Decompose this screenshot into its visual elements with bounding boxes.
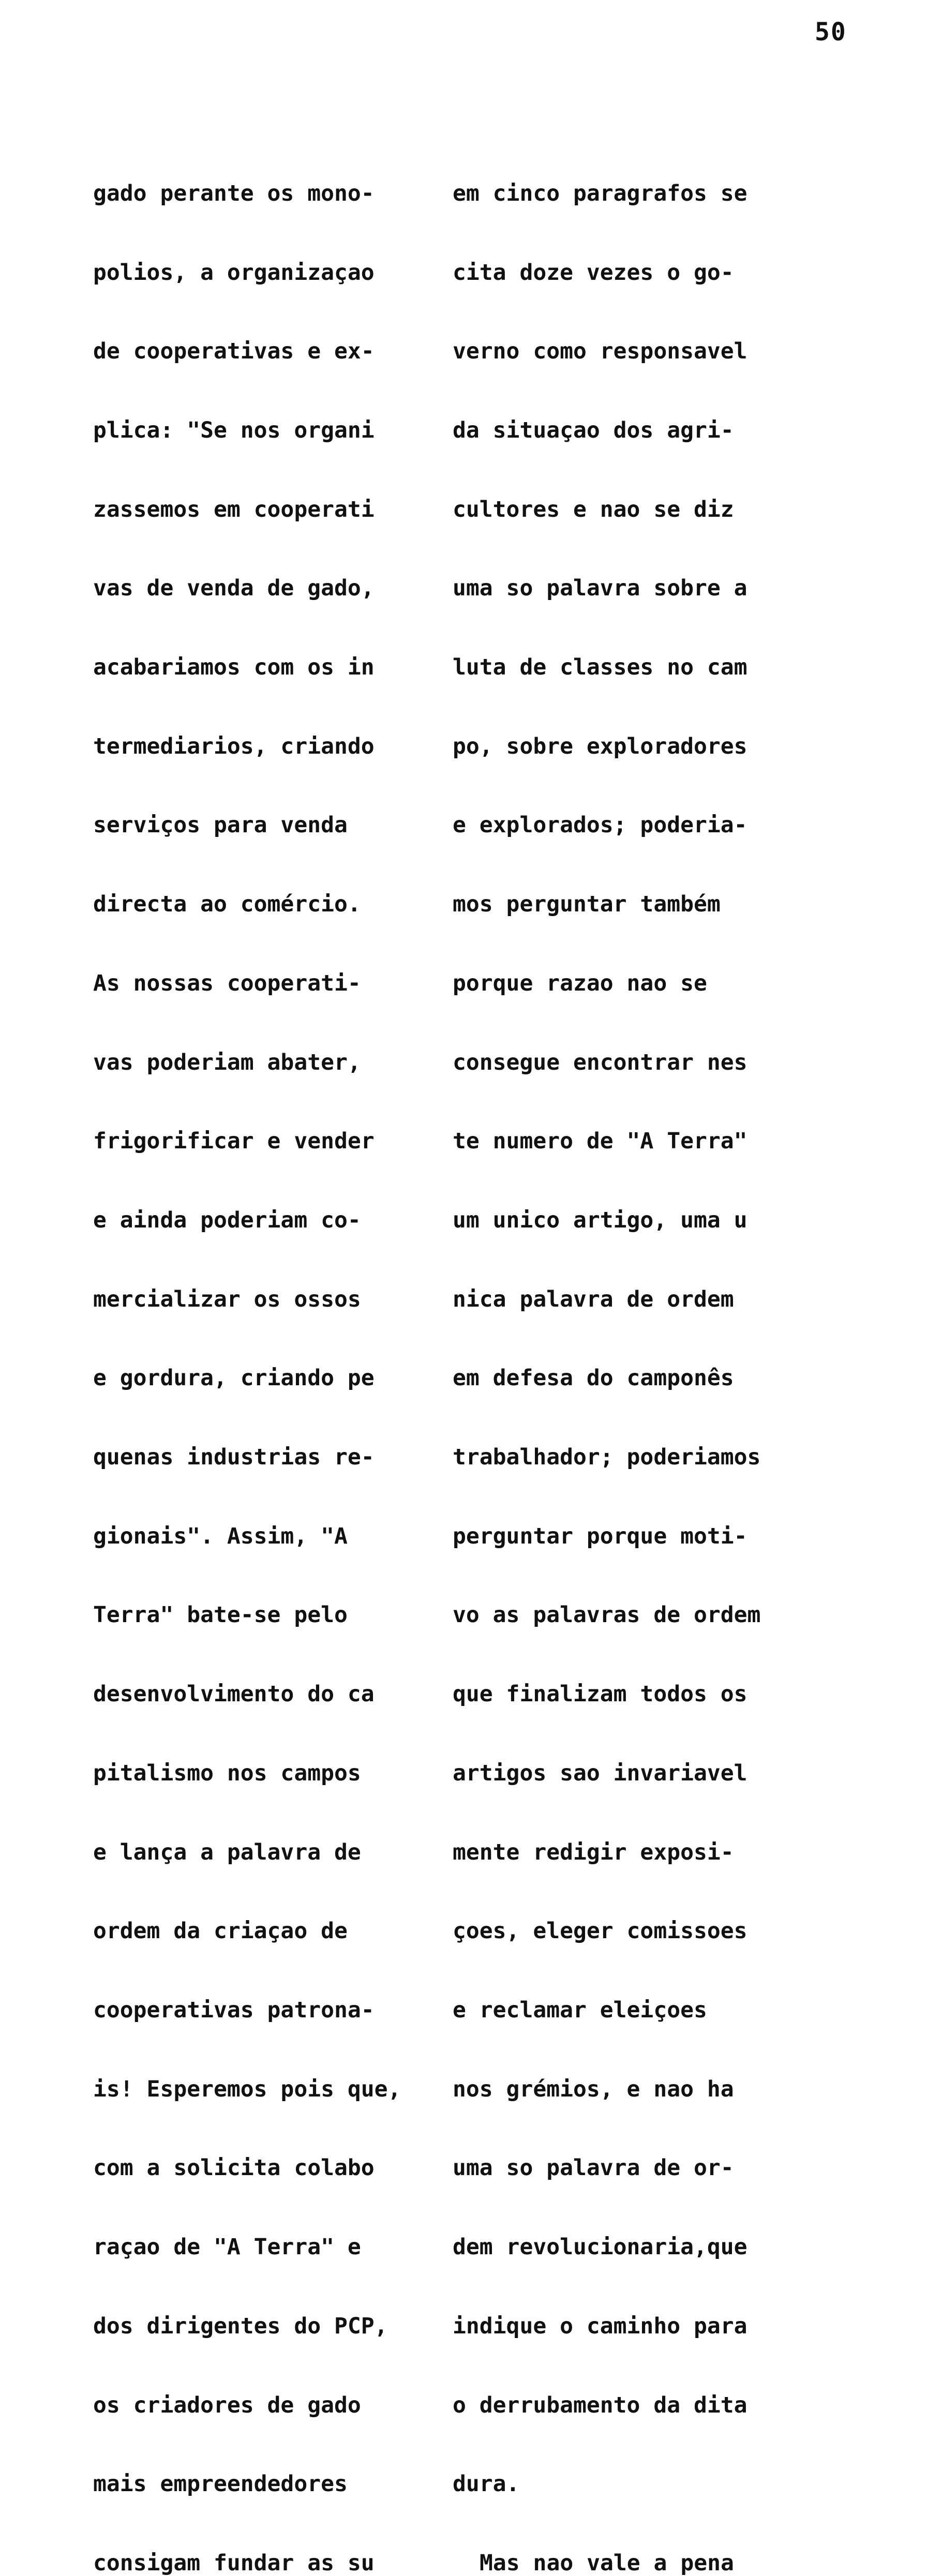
text-line: mente redigir exposi- xyxy=(453,1839,734,1865)
text-line: uma so palavra sobre a xyxy=(453,575,747,602)
text-line: nica palavra de ordem xyxy=(453,1286,734,1312)
paragraph-start-line: Mas nao vale a pena xyxy=(480,2550,734,2576)
text-line: po, sobre exploradores xyxy=(453,733,747,759)
text-line: dem revolucionaria,que xyxy=(453,2234,747,2260)
text-line: com a solicita colabo xyxy=(93,2155,375,2181)
text-line: e explorados; poderia- xyxy=(453,812,747,838)
text-line: acabariamos com os in xyxy=(93,654,375,681)
text-line: plica: "Se nos organi xyxy=(93,417,375,443)
text-line: mercializar os ossos xyxy=(93,1286,361,1312)
text-line: Terra" bate-se pelo xyxy=(93,1602,348,1628)
text-line: ordem da criaçao de xyxy=(93,1918,348,1944)
text-line: directa ao comércio. xyxy=(93,891,361,918)
text-line: vas poderiam abater, xyxy=(93,1049,361,1075)
text-line: o derrubamento da dita xyxy=(453,2392,747,2418)
text-line: e gordura, criando pe xyxy=(93,1365,375,1391)
text-line: frigorificar e vender xyxy=(93,1128,375,1155)
text-line: gado perante os mono- xyxy=(93,180,375,206)
text-line: consigam fundar as su xyxy=(93,2550,375,2576)
text-line: çoes, eleger comissoes xyxy=(453,1918,747,1944)
text-line: porque razao nao se xyxy=(453,970,707,996)
text-line: mais empreendedores xyxy=(93,2471,348,2497)
text-line: perguntar porque moti- xyxy=(453,1523,747,1549)
text-line: e ainda poderiam co- xyxy=(93,1207,361,1233)
text-line: nos grémios, e nao ha xyxy=(453,2076,734,2102)
text-line: As nossas cooperati- xyxy=(93,970,361,996)
text-line: serviços para venda xyxy=(93,812,348,838)
text-line: em cinco paragrafos se xyxy=(453,180,747,206)
text-line: de cooperativas e ex- xyxy=(93,338,375,365)
text-line: vas de venda de gado, xyxy=(93,575,375,602)
text-line: em defesa do camponês xyxy=(453,1365,734,1391)
text-line: zassemos em cooperati xyxy=(93,496,375,522)
text-line: artigos sao invariavel xyxy=(453,1760,747,1786)
text-line: dos dirigentes do PCP, xyxy=(93,2313,388,2339)
text-line: termediarios, criando xyxy=(93,733,375,759)
text-line: cultores e nao se diz xyxy=(453,496,734,522)
text-line: polios, a organizaçao xyxy=(93,259,375,286)
left-text-column xyxy=(93,128,401,2576)
text-line: mos perguntar também xyxy=(453,891,721,918)
text-line: cooperativas patrona- xyxy=(93,1997,375,2023)
text-line: quenas industrias re- xyxy=(93,1444,375,1471)
text-line: dura. xyxy=(453,2471,520,2497)
page-number: 50 xyxy=(815,18,847,47)
right-text-column xyxy=(453,128,760,2576)
text-line: te numero de "A Terra" xyxy=(453,1128,747,1155)
text-line: consegue encontrar nes xyxy=(453,1049,747,1075)
text-line: trabalhador; poderiamos xyxy=(453,1444,761,1471)
text-line: is! Esperemos pois que, xyxy=(93,2076,401,2102)
text-line: e reclamar eleiçoes xyxy=(453,1997,707,2023)
text-line: verno como responsavel xyxy=(453,338,747,365)
text-line: um unico artigo, uma u xyxy=(453,1207,747,1233)
text-line: da situaçao dos agri- xyxy=(453,417,734,443)
text-line: gionais". Assim, "A xyxy=(93,1523,348,1549)
text-line: e lança a palavra de xyxy=(93,1839,361,1865)
text-line: uma so palavra de or- xyxy=(453,2155,734,2181)
text-line: luta de classes no cam xyxy=(453,654,747,681)
text-line: raçao de "A Terra" e xyxy=(93,2234,361,2260)
text-line: indique o caminho para xyxy=(453,2313,747,2339)
text-line: desenvolvimento do ca xyxy=(93,1681,375,1708)
text-line: que finalizam todos os xyxy=(453,1681,747,1708)
text-line: pitalismo nos campos xyxy=(93,1760,361,1786)
text-line: os criadores de gado xyxy=(93,2392,361,2418)
text-line: cita doze vezes o go- xyxy=(453,259,734,286)
text-line: vo as palavras de ordem xyxy=(453,1602,761,1628)
